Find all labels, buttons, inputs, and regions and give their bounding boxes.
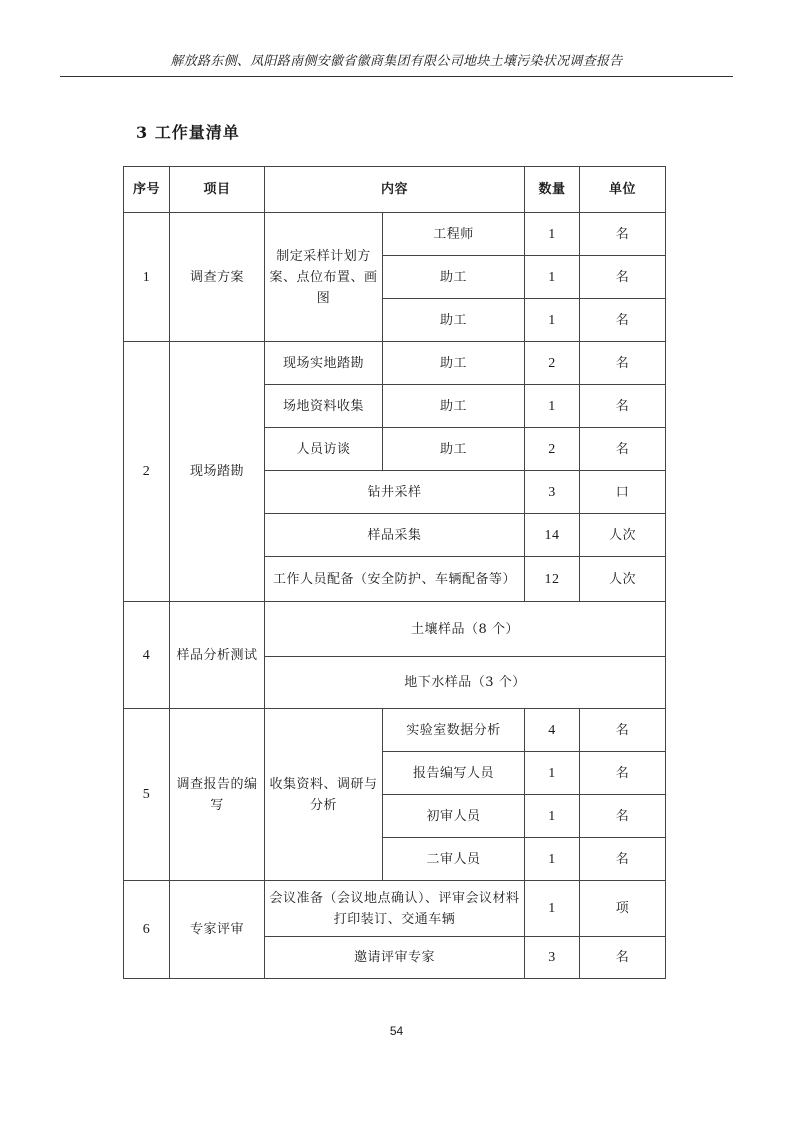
- quantity-cell: 1: [525, 299, 580, 342]
- unit-cell: 名: [580, 838, 666, 881]
- quantity-cell: 1: [525, 385, 580, 428]
- role-cell: 助工: [383, 256, 525, 299]
- content-cell: 样品采集: [265, 514, 525, 557]
- quantity-cell: 2: [525, 428, 580, 471]
- section-title: 3 工作量清单: [136, 123, 240, 142]
- unit-cell: 名: [580, 937, 666, 979]
- unit-cell: 名: [580, 795, 666, 838]
- unit-cell: 名: [580, 342, 666, 385]
- subtask-cell: 人员访谈: [265, 428, 383, 471]
- unit-cell: 名: [580, 256, 666, 299]
- project-cell: 专家评审: [170, 881, 265, 979]
- project-cell: 现场踏勘: [170, 342, 265, 602]
- quantity-cell: 1: [525, 795, 580, 838]
- role-cell: 报告编写人员: [383, 752, 525, 795]
- unit-cell: 名: [580, 385, 666, 428]
- project-cell: 样品分析测试: [170, 602, 265, 709]
- role-cell: 助工: [383, 342, 525, 385]
- quantity-cell: 2: [525, 342, 580, 385]
- content-cell: 会议准备（会议地点确认）、评审会议材料打印装订、交通车辆: [265, 881, 525, 937]
- row-number: 4: [124, 602, 170, 709]
- quantity-cell: 1: [525, 881, 580, 937]
- page-number: 54: [389, 1024, 404, 1038]
- role-cell: 助工: [383, 428, 525, 471]
- unit-cell: 名: [580, 752, 666, 795]
- content-cell: 工作人员配备（安全防护、车辆配备等）: [265, 557, 525, 602]
- role-cell: 初审人员: [383, 795, 525, 838]
- row-number: 5: [124, 709, 170, 881]
- role-cell: 二审人员: [383, 838, 525, 881]
- table-row: [124, 881, 666, 937]
- unit-cell: 口: [580, 471, 666, 514]
- unit-cell: 名: [580, 428, 666, 471]
- subtask-cell: 收集资料、调研与分析: [265, 709, 383, 881]
- quantity-cell: 4: [525, 709, 580, 752]
- header-cell-no: 序号: [124, 167, 170, 213]
- unit-cell: 人次: [580, 557, 666, 602]
- table-row: [124, 342, 666, 385]
- unit-cell: 名: [580, 299, 666, 342]
- role-cell: 助工: [383, 299, 525, 342]
- table-row: [124, 213, 666, 256]
- quantity-cell: 12: [525, 557, 580, 602]
- role-cell: 工程师: [383, 213, 525, 256]
- unit-cell: 人次: [580, 514, 666, 557]
- table-row: [124, 709, 666, 752]
- header-cell-content: 内容: [265, 167, 525, 213]
- quantity-cell: 3: [525, 471, 580, 514]
- table-header-row: [124, 167, 666, 213]
- row-number: 2: [124, 342, 170, 602]
- content-cell: 土壤样品（8 个）: [265, 602, 666, 657]
- role-cell: 助工: [383, 385, 525, 428]
- header-cell-item: 项目: [170, 167, 265, 213]
- content-cell: 钻井采样: [265, 471, 525, 514]
- unit-cell: 名: [580, 709, 666, 752]
- workload-table: [123, 166, 666, 979]
- document-header: 解放路东侧、凤阳路南侧安徽省徽商集团有限公司地块土壤污染状况调查报告: [60, 50, 733, 77]
- header-cell-qty: 数量: [525, 167, 580, 213]
- subtask-cell: 现场实地踏勘: [265, 342, 383, 385]
- quantity-cell: 14: [525, 514, 580, 557]
- quantity-cell: 1: [525, 838, 580, 881]
- quantity-cell: 1: [525, 256, 580, 299]
- row-number: 1: [124, 213, 170, 342]
- content-cell: 地下水样品（3 个）: [265, 657, 666, 709]
- table-row: [124, 602, 666, 657]
- content-cell: 邀请评审专家: [265, 937, 525, 979]
- quantity-cell: 3: [525, 937, 580, 979]
- header-cell-unit: 单位: [580, 167, 666, 213]
- quantity-cell: 1: [525, 752, 580, 795]
- unit-cell: 名: [580, 213, 666, 256]
- subtask-cell: 制定采样计划方案、点位布置、画图: [265, 213, 383, 342]
- project-cell: 调查报告的编写: [170, 709, 265, 881]
- subtask-cell: 场地资料收集: [265, 385, 383, 428]
- unit-cell: 项: [580, 881, 666, 937]
- project-cell: 调查方案: [170, 213, 265, 342]
- row-number: 6: [124, 881, 170, 979]
- role-cell: 实验室数据分析: [383, 709, 525, 752]
- quantity-cell: 1: [525, 213, 580, 256]
